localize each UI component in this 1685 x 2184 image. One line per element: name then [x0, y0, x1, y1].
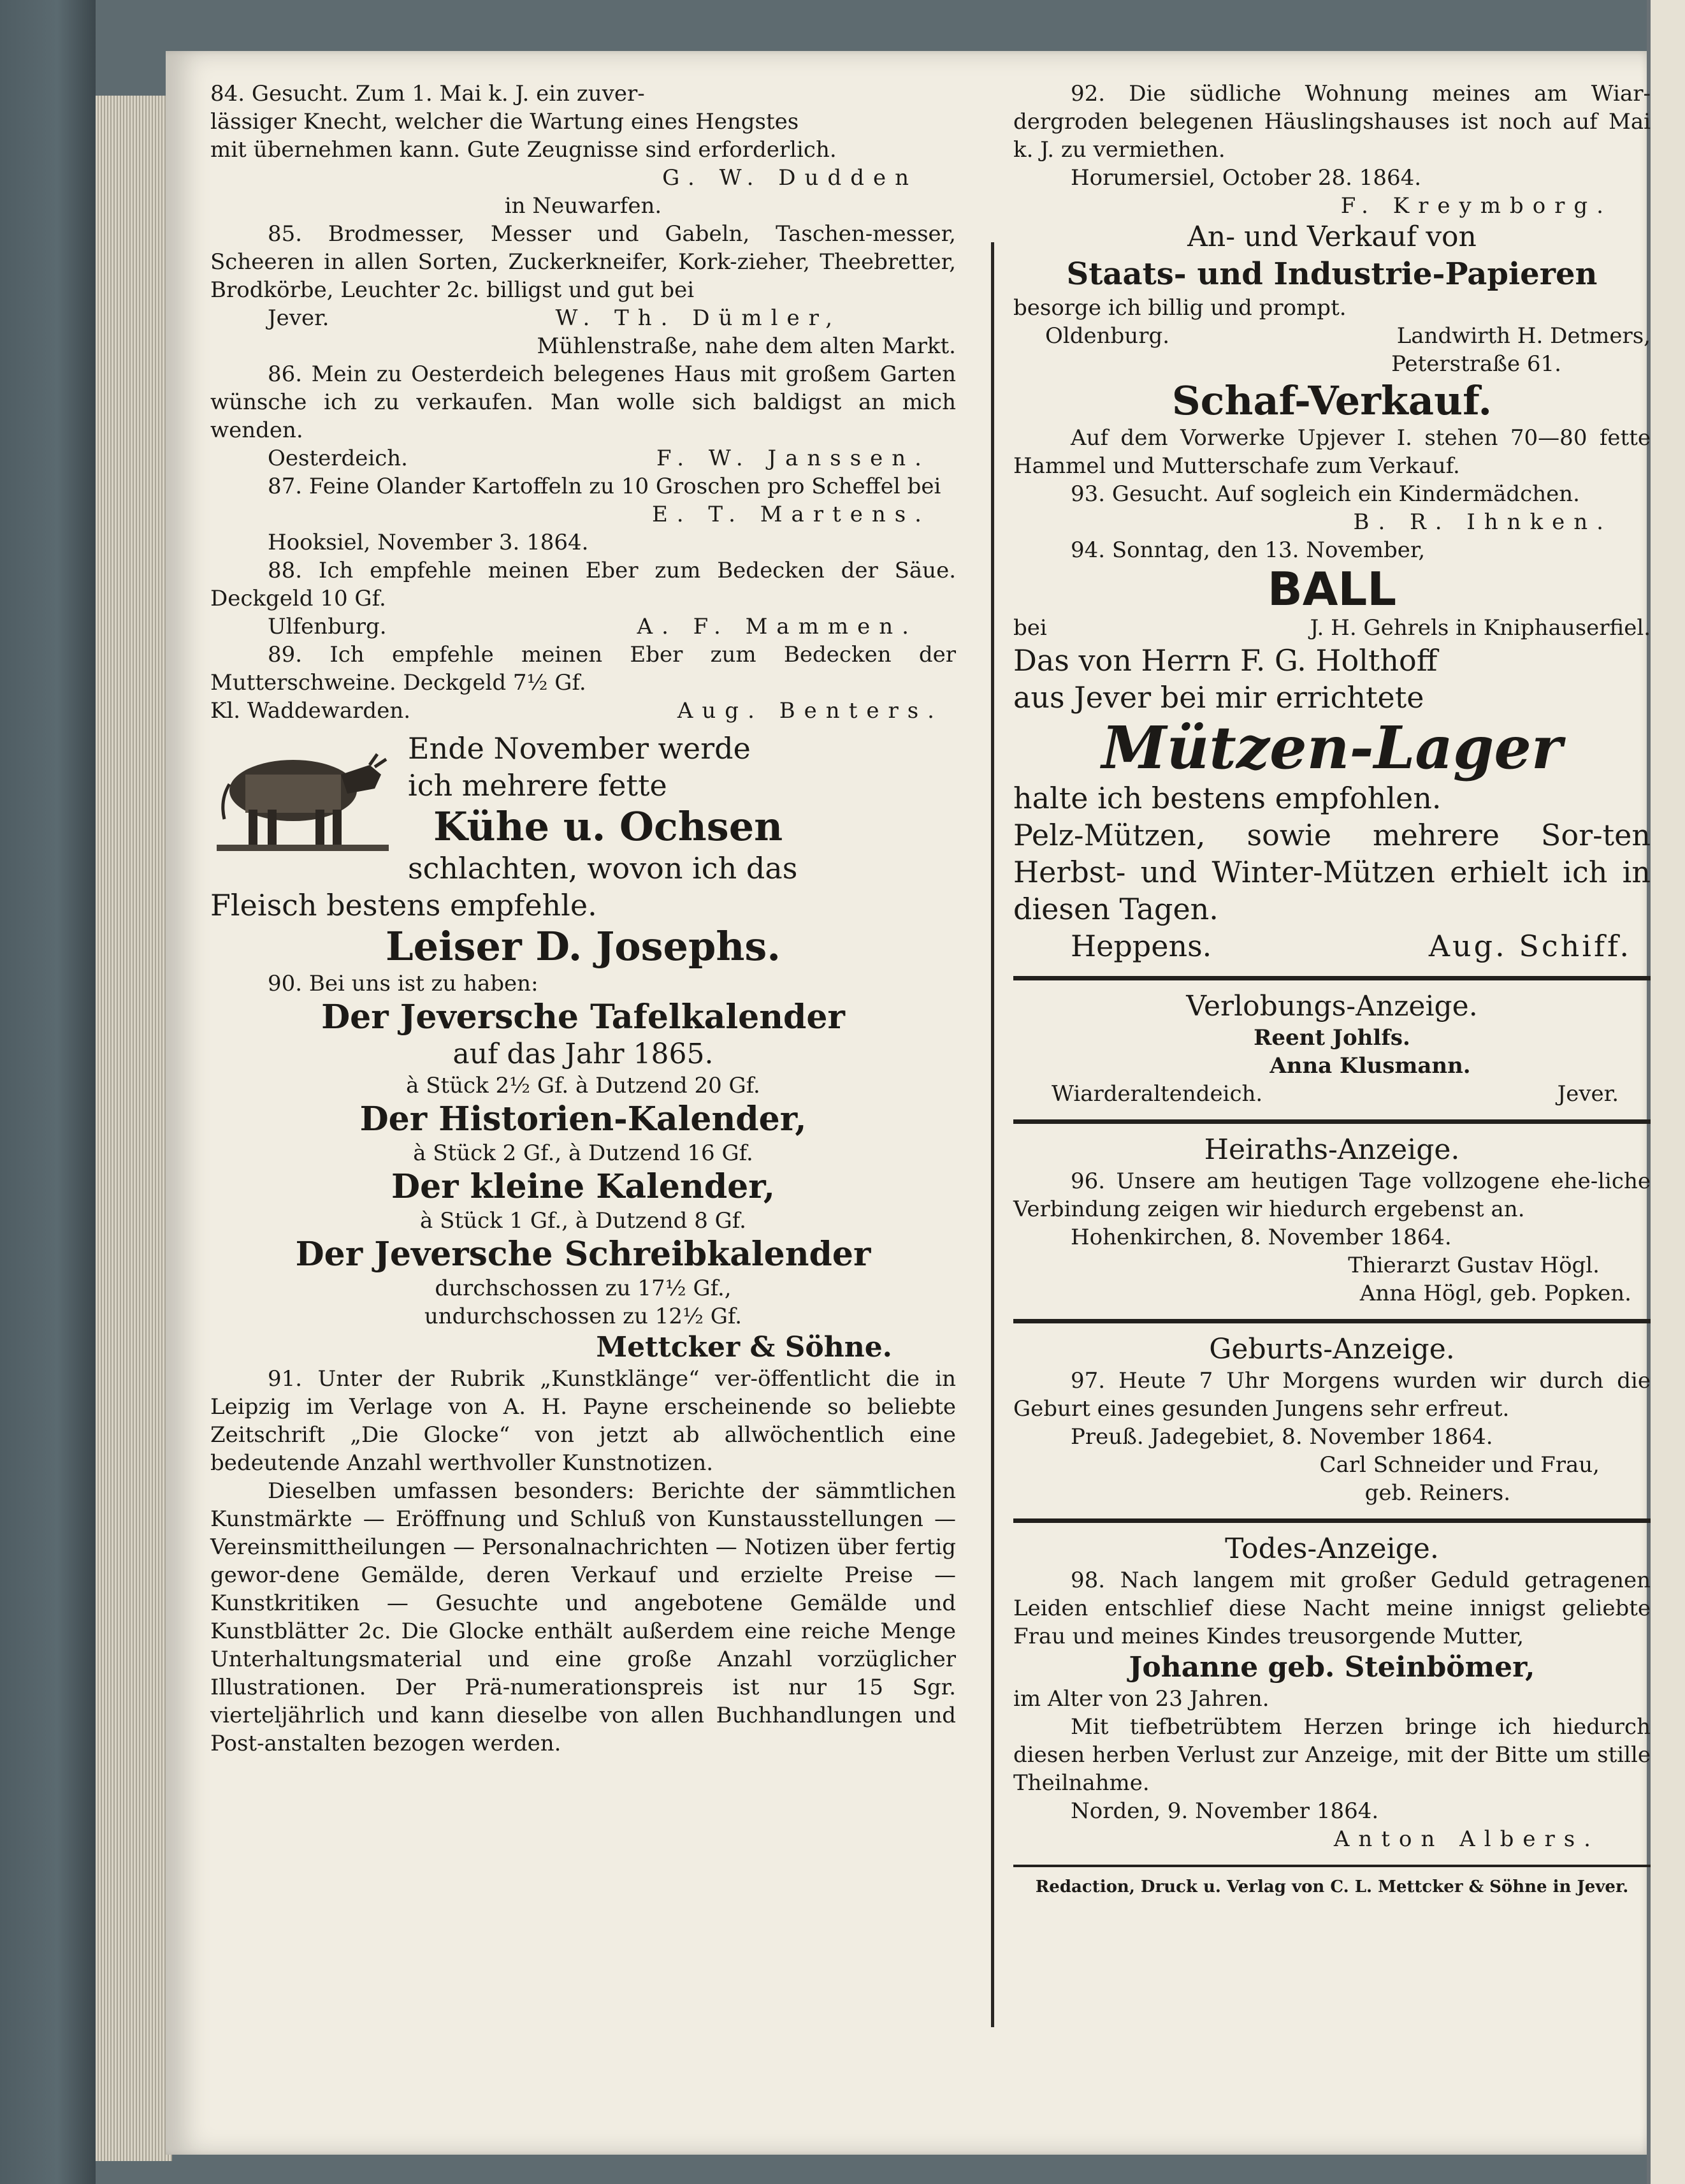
caps-title: Mützen-Lager — [1101, 713, 1563, 782]
column-divider — [991, 242, 994, 2027]
ad-92-text: 92. Die südliche Wohnung meines am Wiar-dergroden belegenen Häuslingshauses ist noch auf Mai k. J. zu vermiethen. — [1013, 81, 1651, 163]
ad-89-name: Aug. Benters. — [677, 698, 943, 724]
ad-85-signature-row — [210, 304, 956, 332]
ad-84-place: in Neuwarfen. — [504, 193, 662, 219]
calendar-3-title: Der kleine Kalender, — [391, 1167, 775, 1206]
ad-86-name: F. W. Janssen. — [656, 446, 930, 471]
engagement-name1: Reent Johlfs. — [1254, 1025, 1410, 1051]
ad-86-signature-row — [210, 444, 956, 472]
calendar-3-price: à Stück 1 Gf., à Dutzend 8 Gf. — [420, 1208, 746, 1234]
page-edges — [96, 96, 172, 2161]
ball-title: BALL — [1267, 562, 1397, 616]
calendar-4-price2: undurchschossen zu 12½ Gf. — [424, 1304, 742, 1329]
cattle-line3: Kühe u. Ochsen — [433, 803, 783, 850]
ad-94-text: 94. Sonntag, den 13. November, — [1071, 537, 1426, 563]
ad-98-age: im Alter von 23 Jahren. — [1013, 1686, 1269, 1712]
ball-host-row — [1013, 614, 1651, 642]
book-spine — [0, 0, 96, 2184]
ad-84-line3: mit übernehmen kann. Gute Zeugnisse sind erforderlich. — [210, 137, 837, 163]
ad-84-signature: G. W. Dudden — [662, 165, 918, 191]
ad-89-signature-row — [210, 697, 956, 725]
caps-line4: halte ich bestens empfohlen. — [1013, 781, 1442, 815]
engagement-places-row — [1013, 1080, 1651, 1108]
ad-92-date: Horumersiel, October 28. 1864. — [1071, 165, 1422, 191]
ad-93-text: 93. Gesucht. Auf sogleich ein Kindermädchen. — [1071, 481, 1580, 507]
ad-88-signature-row — [210, 613, 956, 641]
securities-place: Oldenburg. — [1045, 323, 1170, 349]
ad-84-line2: lässiger Knecht, welcher die Wartung eines Hengstes — [210, 109, 799, 135]
ad-98-name: Johanne geb. Steinbömer, — [1129, 1651, 1535, 1684]
securities-line1: An- und Verkauf von — [1187, 221, 1477, 253]
ad-97-name2: geb. Reiners. — [1364, 1480, 1510, 1506]
caps-signature-row — [1013, 928, 1651, 965]
cattle-ad-text — [408, 730, 956, 887]
ad-85-address: Mühlenstraße, nahe dem alten Markt. — [537, 333, 956, 359]
caps-line2: aus Jever bei mir errichtete — [1013, 680, 1424, 715]
ball-host: J. H. Gehrels in Kniphauserfiel. — [1310, 615, 1651, 641]
cattle-line2: ich mehrere fette — [408, 768, 667, 803]
caps-line5: Pelz-Mützen, sowie mehrere Sor-ten Herbst- und Winter-Mützen erhielt ich in diesen Tagen. — [1013, 818, 1651, 926]
ad-89-text: 89. Ich empfehle meinen Eber zum Bedecken der Mutterschweine. Deckgeld 7½ Gf. — [210, 642, 956, 695]
ad-92-name: F. Kreymborg. — [1340, 193, 1612, 219]
cattle-line1: Ende November werde — [408, 731, 751, 766]
engagement-heading: Verlobungs-Anzeige. — [1186, 990, 1478, 1023]
adjacent-page-strip — [1647, 0, 1685, 2184]
cattle-ad — [210, 730, 956, 887]
ad-97-date: Preuß. Jadegebiet, 8. November 1864. — [1071, 1424, 1493, 1450]
engagement-place2: Jever. — [1557, 1081, 1619, 1107]
caps-name: Aug. Schiff. — [1428, 929, 1631, 963]
calendar-4-title: Der Jeversche Schreibkalender — [295, 1235, 871, 1274]
marriage-heading: Heiraths-Anzeige. — [1204, 1133, 1460, 1166]
death-heading: Todes-Anzeige. — [1225, 1532, 1439, 1565]
calendar-1-price: à Stück 2½ Gf. à Dutzend 20 Gf. — [406, 1073, 760, 1098]
divider-4 — [1013, 1518, 1651, 1523]
divider-1 — [1013, 976, 1651, 980]
divider-5 — [1013, 1865, 1651, 1867]
ad-98-signature: Anton Albers. — [1333, 1826, 1600, 1852]
left-column — [210, 80, 956, 1758]
ad-88-name: A. F. Mammen. — [637, 614, 918, 639]
divider-3 — [1013, 1319, 1651, 1323]
right-column — [1013, 80, 1651, 1898]
calendar-1-title: Der Jeversche Tafelkalender — [321, 998, 845, 1037]
ad-86-place: Oesterdeich. — [268, 446, 408, 471]
calendar-1-year: auf das Jahr 1865. — [452, 1038, 714, 1070]
ad-88-text: 88. Ich empfehle meinen Eber zum Bedecken der Säue. Deckgeld 10 Gf. — [210, 558, 956, 611]
ad-89-place: Kl. Waddewarden. — [210, 698, 411, 724]
ad-85-name: W. Th. Dümler, — [555, 305, 841, 331]
ad-98-text: 98. Nach langem mit großer Geduld getragenen Leiden entschlief diese Nacht meine innigst geliebte Frau und meines Kindes treusorgende Mutter, — [1013, 1568, 1651, 1649]
sheep-sale-title: Schaf-Verkauf. — [1171, 377, 1493, 424]
ad-97-text: 97. Heute 7 Uhr Morgens wurden wir durch die Geburt eines gesunden Jungens sehr erfreut. — [1013, 1368, 1651, 1422]
calendar-signature: Mettcker & Söhne. — [596, 1331, 892, 1364]
ad-96-text: 96. Unsere am heutigen Tage vollzogene ehe-liche Verbindung zeigen wir hiedurch ergebenst an. — [1013, 1168, 1651, 1222]
ad-93-name: B. R. Ihnken. — [1353, 509, 1612, 535]
calendar-2-price: à Stück 2 Gf., à Dutzend 16 Gf. — [413, 1140, 753, 1166]
ball-bei: bei — [1013, 615, 1047, 641]
cattle-signature: Leiser D. Josephs. — [386, 923, 781, 970]
ad-96-date: Hohenkirchen, 8. November 1864. — [1071, 1225, 1452, 1250]
caps-place: Heppens. — [1071, 929, 1212, 963]
ad-97-name1: Carl Schneider und Frau, — [1319, 1452, 1600, 1478]
calendar-4-price1: durchschossen zu 17½ Gf., — [435, 1276, 732, 1301]
ad-85-text: 85. Brodmesser, Messer und Gabeln, Taschen-messer, Scheeren in allen Sorten, Zuckerkneifer, Kork-zieher, Theebretter, Brodkörbe, Leuchter 2c. billigst und gut bei — [210, 221, 956, 303]
securities-address: Peterstraße 61. — [1391, 351, 1561, 377]
sheep-sale-text: Auf dem Vorwerke Upjever I. stehen 70—80 fette Hammel und Mutterschafe zum Verkauf. — [1013, 425, 1651, 479]
ad-84-line1: 84. Gesucht. Zum 1. Mai k. J. ein zuver- — [210, 81, 645, 106]
birth-heading: Geburts-Anzeige. — [1209, 1333, 1455, 1365]
calendar-2-title: Der Historien-Kalender, — [359, 1100, 807, 1139]
securities-signature-row — [1013, 322, 1651, 350]
ad-90-text: 90. Bei uns ist zu haben: — [268, 971, 539, 996]
ad-98-date: Norden, 9. November 1864. — [1071, 1798, 1379, 1824]
ad-91-text: 91. Unter der Rubrik „Kunstklänge“ ver-öffentlicht die in Leipzig im Verlage von A. H. Payne erscheinende so beliebte Zeitschrift „Die Glocke“ von jetzt ab allwöchentlich eine bedeutende Anzahl werthvoller Kunstnotizen. — [210, 1366, 956, 1476]
caps-line1: Das von Herrn F. G. Holthoff — [1013, 643, 1438, 678]
ad-86-text: 86. Mein zu Oesterdeich belegenes Haus mit großem Garten wünsche ich zu verkaufen. Man wolle sich baldigst an mich wenden. — [210, 361, 956, 443]
cattle-line5: Fleisch bestens empfehle. — [210, 888, 597, 922]
ad-96-name1: Thierarzt Gustav Högl. — [1348, 1253, 1600, 1278]
ad-87-name: E. T. Martens. — [651, 502, 930, 527]
engagement-place1: Wiarderaltendeich. — [1052, 1081, 1263, 1107]
ad-96-name2: Anna Högl, geb. Popken. — [1359, 1281, 1631, 1306]
divider-2 — [1013, 1119, 1651, 1124]
securities-line2: Staats- und Industrie-Papieren — [1066, 256, 1598, 292]
cow-illustration-icon — [210, 730, 395, 857]
ad-87-text: 87. Feine Olander Kartoffeln zu 10 Groschen pro Scheffel bei — [268, 474, 941, 499]
ad-98-text2: Mit tiefbetrübtem Herzen bringe ich hiedurch diesen herben Verlust zur Anzeige, mit der Bitte um stille Theilnahme. — [1013, 1714, 1651, 1796]
cattle-line4: schlachten, wovon ich das — [408, 851, 798, 885]
imprint-footer: Redaction, Druck u. Verlag von C. L. Mettcker & Söhne in Jever. — [1035, 1877, 1629, 1896]
securities-line3: besorge ich billig und prompt. — [1013, 295, 1347, 321]
ad-87-date: Hooksiel, November 3. 1864. — [268, 530, 589, 555]
engagement-name2: Anna Klusmann. — [1269, 1053, 1471, 1079]
securities-name: Landwirth H. Detmers, — [1396, 323, 1651, 349]
ad-91-details: Dieselben umfassen besonders: Berichte der sämmtlichen Kunstmärkte — Eröffnung und Schluß von Kunstausstellungen — Vereinsmittheilungen — Personalnachrichten — Notizen über fertig gewor-dene Gemälde, deren Verkauf und erzielte Preise — Kunstkritiken — Gesuchte und angebotene Gemälde und Kunstblätter 2c. Die Glocke enthält außerdem eine reiche Menge Unterhaltungsmaterial und eine große Anzahl vorzüglicher Illustrationen. Der Prä-numerationspreis ist nur 15 Sgr. vierteljährlich und kann dieselbe von allen Buchhandlungen und Post-anstalten bezogen werden. — [210, 1478, 956, 1756]
ad-88-place: Ulfenburg. — [268, 614, 387, 639]
ad-85-place: Jever. — [268, 305, 329, 331]
